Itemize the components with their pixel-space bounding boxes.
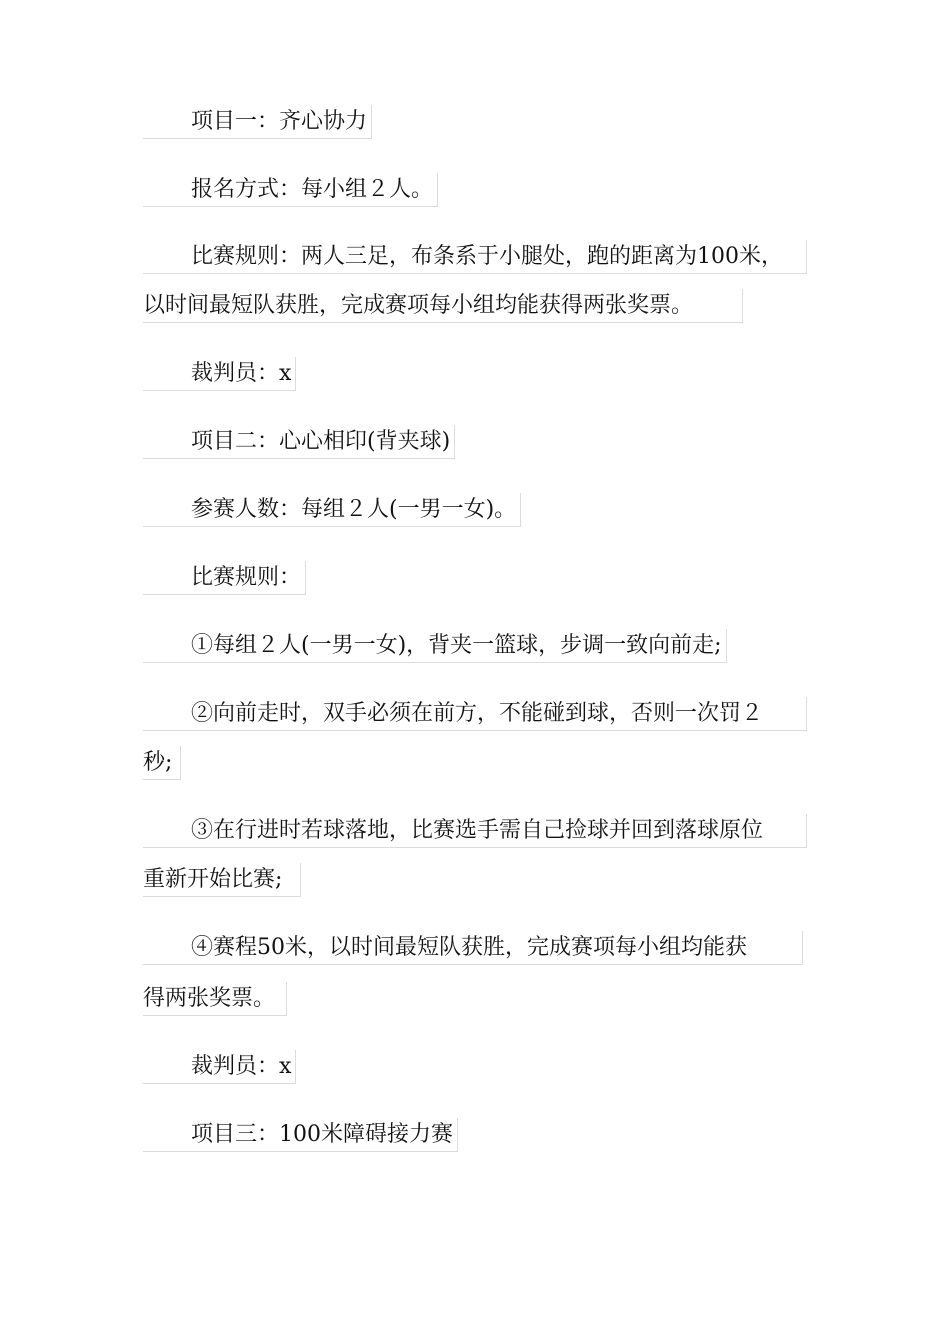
registration-method: 报名方式：每小组２人。	[143, 173, 438, 207]
referee-line-2: 裁判员：x	[143, 1050, 296, 1084]
rules-paragraph-line-1: 比赛规则：两人三足，布条系于小腿处，跑的距离为100米，	[143, 240, 807, 274]
rule-item-3-line-2: 重新开始比赛;	[143, 863, 301, 897]
rule-item-1: ①每组２人(一男一女)，背夹一篮球，步调一致向前走;	[143, 629, 727, 663]
referee-line: 裁判员：x	[143, 357, 296, 391]
rule-item-3-line-1: ③在行进时若球落地，比赛选手需自己捡球并回到落球原位	[143, 814, 807, 848]
rules-paragraph-line-2: 以时间最短队获胜，完成赛项每小组均能获得两张奖票。	[143, 289, 743, 323]
rule-item-2-line-1: ②向前走时，双手必须在前方，不能碰到球，否则一次罚２	[143, 697, 807, 731]
rules-label: 比赛规则：	[143, 561, 306, 595]
item-one-heading: 项目一：齐心协力	[143, 105, 372, 139]
rule-item-4-line-1: ④赛程50米，以时间最短队获胜，完成赛项每小组均能获	[143, 931, 803, 965]
item-two-heading: 项目二：心心相印(背夹球)	[143, 425, 455, 459]
rule-item-2-line-2: 秒;	[143, 746, 181, 780]
rule-item-4-line-2: 得两张奖票。	[143, 982, 287, 1016]
participants-count: 参赛人数：每组２人(一男一女)。	[143, 493, 521, 527]
item-three-heading: 项目三：100米障碍接力赛	[143, 1118, 458, 1152]
